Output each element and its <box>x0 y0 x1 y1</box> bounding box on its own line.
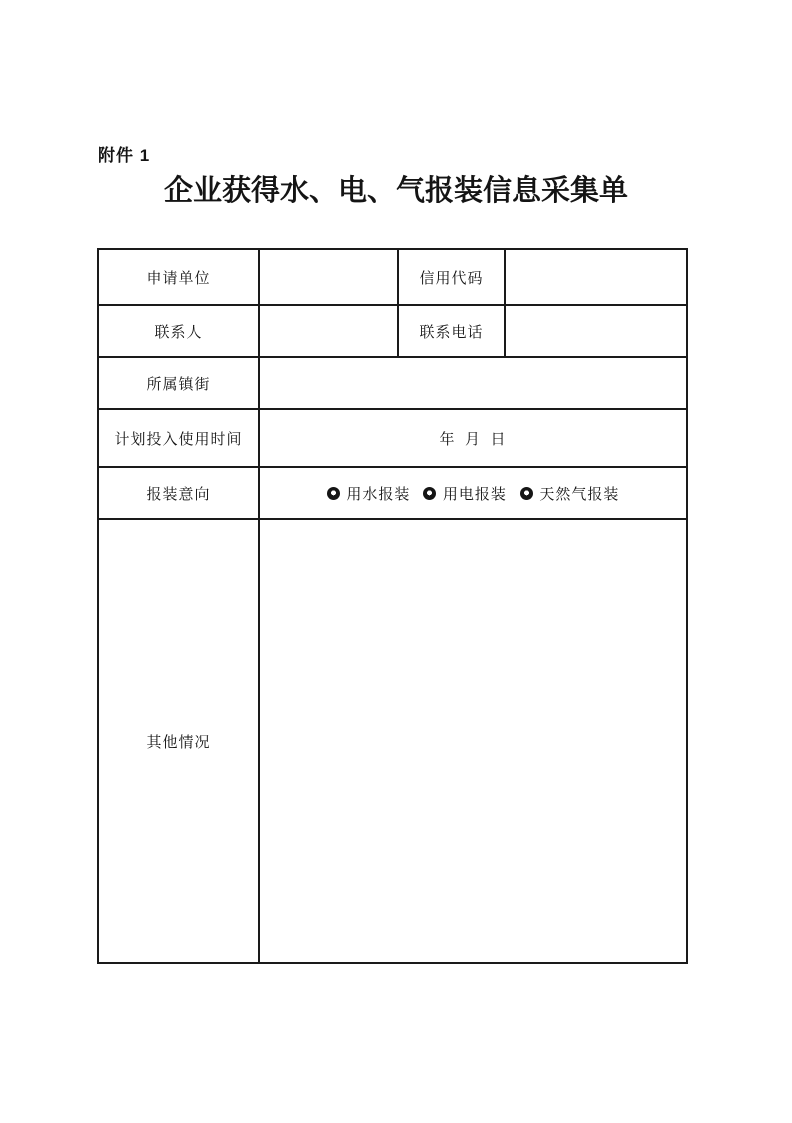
credit-code-value-cell <box>505 249 687 305</box>
collection-form-table <box>97 248 688 964</box>
table-row-applicant <box>98 249 687 305</box>
install-intent-label: 报装意向 <box>98 467 259 519</box>
radio-bullet-icon <box>423 487 436 500</box>
contact-person-value-cell <box>259 305 398 357</box>
other-situation-label: 其他情况 <box>98 519 259 963</box>
option-electricity <box>423 483 507 504</box>
option-water-label: 用水报装 <box>346 486 411 503</box>
radio-bullet-icon <box>327 487 340 500</box>
attachment-label: 附件 1 <box>98 146 151 165</box>
table-row-contact <box>98 305 687 357</box>
option-electricity-label: 用电报装 <box>442 486 507 503</box>
install-intent-options-cell <box>259 467 687 519</box>
radio-bullet-icon <box>520 487 533 500</box>
table-row-planned-date <box>98 409 687 467</box>
table-row-other <box>98 519 687 963</box>
planned-use-date-cell: 年 月 日 <box>259 409 687 467</box>
township-value-cell <box>259 357 687 409</box>
option-gas-label: 天然气报装 <box>539 486 620 503</box>
form-title: 企业获得水、电、气报装信息采集单 <box>163 175 628 207</box>
planned-use-time-label: 计划投入使用时间 <box>98 409 259 467</box>
contact-phone-label: 联系电话 <box>398 305 505 357</box>
contact-phone-value-cell <box>505 305 687 357</box>
applicant-unit-label: 申请单位 <box>98 249 259 305</box>
other-situation-value-cell <box>259 519 687 963</box>
applicant-unit-value-cell <box>259 249 398 305</box>
option-gas <box>520 483 620 504</box>
table-row-township <box>98 357 687 409</box>
credit-code-label: 信用代码 <box>398 249 505 305</box>
contact-person-label: 联系人 <box>98 305 259 357</box>
table-row-install-intent <box>98 467 687 519</box>
option-water <box>327 483 411 504</box>
township-label: 所属镇街 <box>98 357 259 409</box>
